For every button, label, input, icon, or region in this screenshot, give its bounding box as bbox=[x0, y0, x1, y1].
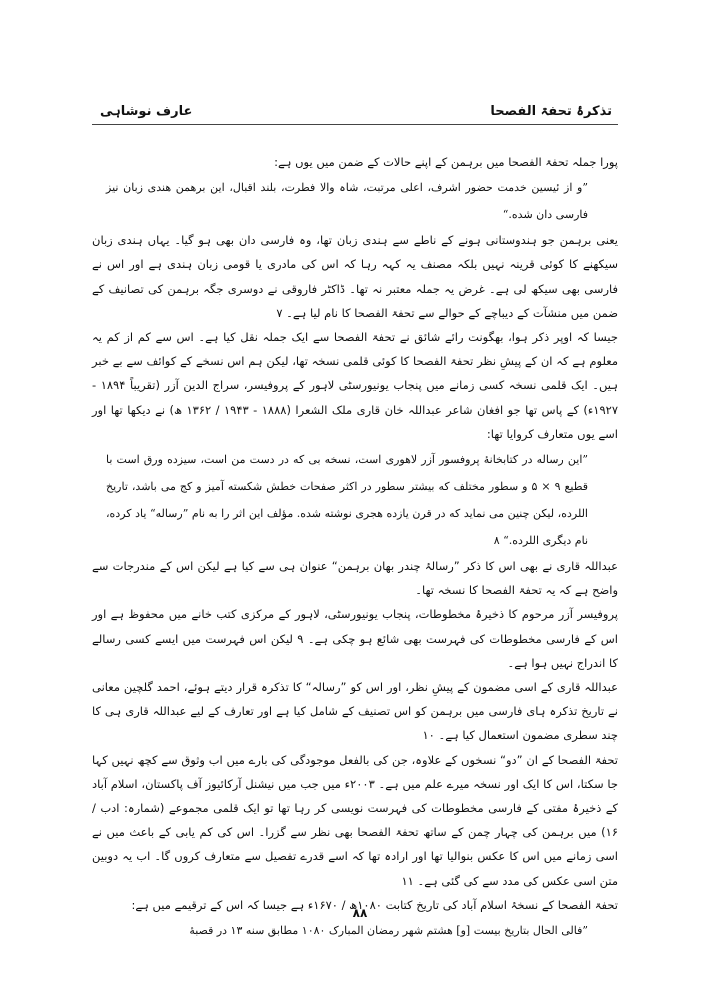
page-number: ۸۸ bbox=[352, 906, 368, 920]
paragraph-hindi-zaban: یعنی برہمن جو ہندوستانی ہونے کے ناطے سے ہندی زبان تھا، وہ فارسی دان بھی ہو گیا۔ یہاں ہندی زبان سیکھنے کا کوئی قرینہ نہیں بلکہ مصنف یہ کہہ رہا کہ اس کی مادری یا قومی زبان ہندی ہے اور اس نے فارسی بھی سیکھ لی ہے۔ غرض یہ جملہ معتبر نہ تھا۔ ڈاکٹر فاروقی نے دوسری جگہ برہمن کی تصانیف کے ضمن میں منشآت کے دیباچے کے حوالے سے تحفۃ الفصحا کا نام لیا ہے۔ ۷ bbox=[92, 233, 618, 320]
paragraph-qari: عبداللہ قاری نے بھی اس کا ذکر ”رسالۂ چندر بھان برہمن“ عنوان ہی سے کیا ہے لیکن اس کے مندرجات سے واضح ہے کہ یہ تحفۃ الفصحا کا نسخہ تھا۔ bbox=[92, 559, 618, 598]
running-header-author: عارف نوشاہی bbox=[100, 104, 193, 119]
paragraph-golchin: عبداللہ قاری کے اسی مضمون کے پیشِ نظر، اور اس کو ”رسالہ“ کا تذکرہ قرار دیتے ہوئے، احمد گلچین معانی نے تاریخ تذکرہ ہای فارسی میں برہمن کو اس تصنیف کے شامل کیا ہے اور تعارف کے لیے عبداللہ قاری ہی کا چند سطری مضمون استعمال کیا ہے۔ ۱۰ bbox=[92, 680, 618, 743]
quote-persian-1: ”و از ئیسین خدمت حضور اشرف، اعلی مرتبت، شاہ والا فطرت، بلند اقبال، این برهمن هندی زبان نیز فارسی دان شده.“ bbox=[106, 181, 588, 222]
paragraph-islamabad-ms: تحفۃ الفصحا کے ان ”دو“ نسخوں کے علاوہ، جن کی بالفعل موجودگی کی بارے میں اب وثوق سے کچھ نہیں کہا جا سکتا، اس کا ایک اور نسخہ میرے علم میں ہے۔ ۲۰۰۳ء میں جب میں نیشنل آرکائیوز آف پاکستان، اسلام آباد کے ذخیرۂ مفتی کے فارسی مخطوطات کی فہرست نویسی کر رہا تھا تو ایک قلمی مجموعے (شمارہ: ادب / ۱۶) میں برہمن کی چہار چمن کے ساتھ تحفۃ الفصحا بھی نظر سے گزرا۔ اس کی کم یابی کے باعث میں نے اسی زمانے میں اس کا عکس بنوالیا تھا اور ارادہ تھا کہ اسے قدرے تفصیل سے متعارف کروں گا۔ اب یہ دوبین متن اسی عکس کی مدد سے کی گئی ہے۔ ۱۱ bbox=[92, 752, 618, 888]
quote-colophon: ”فالی الحال بتاریخ بیست [و] هشتم شهر رمضان المبارک ۱۰۸۰ مطابق سنه ۱۳ در قصبۀ bbox=[189, 924, 588, 938]
paragraph-shaiq: جیسا کہ اوپر ذکر ہوا، بھگونت رائے شائق نے تحفۃ الفصحا سے ایک جملہ نقل کیا ہے۔ اس سے کم از کم یہ معلوم ہے کہ ان کے پیشِ نظر تحفۃ الفصحا کا کوئی قلمی نسخہ تھا، لیکن ہم اس نسخے کے کوائف سے بے خبر ہیں۔ ایک قلمی نسخہ کسی زمانے میں پنجاب یونیورسٹی لاہور کے پروفیسر، سراج الدین آزر (تقریباً ۱۸۹۴ - ۱۹۲۷ء) کے پاس تھا جو افغان شاعر عبداللہ خان قاری ملک الشعرا (۱۸۸۸ - ۱۹۴۳ / ۱۳۶۲ ھ) نے دیکھا تھا اور اسے یوں متعارف کروایا تھا: bbox=[92, 330, 619, 441]
quote-persian-2: ”این رساله در کتابخانهٔ پروفسور آزر لاهوری است، نسخه بی که در دست من است، سیزده ورق است با قطیع ۹ × ۵ و سطور مختلف که بیشتر سطور در اکثر صفحات خطش شکسته آمیز و کج می باشد، تاریخ اللرده، لیکن چنین می نماید که در قرن یازده هجری نوشته شده. مؤلف این اثر را به نام ”رساله“ یاد کرده، نام دیگری اللرده.“ ۸ bbox=[106, 453, 588, 548]
body-text bbox=[92, 150, 618, 944]
header-divider bbox=[92, 124, 618, 125]
paragraph-azar: پروفیسر آزر مرحوم کا ذخیرۂ مخطوطات، پنجاب یونیورسٹی، لاہور کے مرکزی کتب خانے میں محفوظ ہے اور اس کے فارسی مخطوطات کی فہرست بھی شائع ہو چکی ہے۔ ۹ لیکن اس فہرست میں ایسے کسی رسالے کا اندراج نہیں ہوا ہے۔ bbox=[92, 607, 618, 670]
running-header-title: تذکرۂ تحفۃ الفصحا bbox=[490, 104, 612, 119]
paragraph-colophon-intro: تحفۃ الفصحا کے نسخۂ اسلام آباد کی تاریخ کتابت ۱۰۸۰ھ / ۱۶۷۰ء ہے جیسا کہ اس کے ترقیمے میں ہے: bbox=[131, 897, 618, 912]
paragraph-intro: پورا جملہ تحفۃ الفصحا میں برہمن کے اپنے حالات کے ضمن میں یوں ہے: bbox=[274, 155, 618, 169]
